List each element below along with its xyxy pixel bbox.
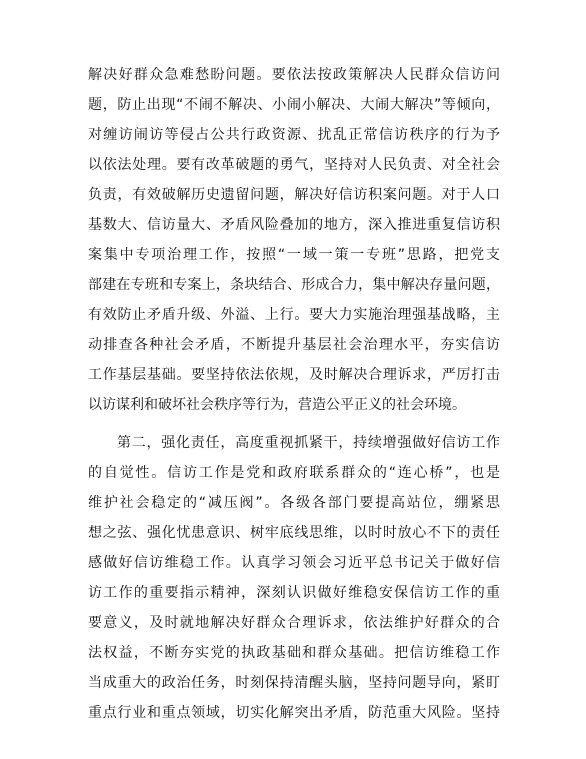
- paragraph-1-line: 动排查各种社会矛盾，不断提升基层社会治理水平，夯实信访: [88, 337, 500, 353]
- paragraph-2-line: 法权益，不断夯实党的执政基础和群众基础。把信访维稳工作: [88, 645, 500, 661]
- paragraph-2-line: 感做好信访维稳工作。认真学习领会习近平总书记关于做好信: [88, 555, 500, 571]
- paragraph-1-line: 以依法处理。要有改革破题的勇气，坚持对人民负责、对全社会: [88, 157, 500, 173]
- paragraph-1-line: 案集中专项治理工作，按照“一域一策一专班”思路，把党支: [88, 247, 500, 263]
- paragraph-2-line: 的自觉性。信访工作是党和政府联系群众的“连心桥”，也是: [88, 465, 500, 481]
- paragraph-1-line: 部建在专班和专案上，条块结合、形成合力，集中解决存量问题，: [88, 277, 500, 293]
- paragraph-2-line: 要意义，及时就地解决好群众合理诉求，依法维护好群众的合: [88, 615, 500, 631]
- paragraph-1-line: 解决好群众急难愁盼问题。要依法按政策解决人民群众信访问: [88, 67, 500, 83]
- paragraph-1-line: 以访谋利和破坏社会秩序等行为，营造公平正义的社会环境。: [88, 397, 466, 413]
- paragraph-2-line: 想之弦、强化忧患意识、树牢底线思维，以时时放心不下的责任: [88, 525, 500, 541]
- paragraph-1-line: 有效防止矛盾升级、外溢、上行。要大力实施治理强基战略，主: [88, 307, 500, 323]
- paragraph-2-line: 维护社会稳定的“减压阀”。各级各部门要提高站位，绷紧思: [88, 495, 500, 511]
- paragraph-2-line: 当成重大的政治任务，时刻保持清醒头脑，坚持问题导向，紧盯: [88, 675, 500, 691]
- paragraph-1-line: 题，防止出现“不闹不解决、小闹小解决、大闹大解决”等倾向，: [88, 97, 500, 113]
- document-body: [88, 60, 500, 728]
- paragraph-2-line: 访工作的重要指示精神，深刻认识做好维稳安保信访工作的重: [88, 585, 500, 601]
- paragraph-gap: [88, 420, 500, 428]
- paragraph-1-line: 基数大、信访量大、矛盾风险叠加的地方，深入推进重复信访积: [88, 217, 500, 233]
- paragraph-1-line: 负责，有效破解历史遗留问题，解决好信访积案问题。对于人口: [88, 187, 500, 203]
- paragraph-2-line: 第二，强化责任，高度重视抓紧干，持续增强做好信访工作: [117, 435, 500, 451]
- paragraph-1-line: 工作基层基础。要坚持依法依规，及时解决合理诉求，严厉打击: [88, 367, 500, 383]
- paragraph-2-line: 重点行业和重点领域，切实化解突出矛盾，防范重大风险。坚持: [88, 705, 500, 721]
- paragraph-1-line: 对缠访闹访等侵占公共行政资源、扰乱正常信访秩序的行为予: [88, 127, 500, 143]
